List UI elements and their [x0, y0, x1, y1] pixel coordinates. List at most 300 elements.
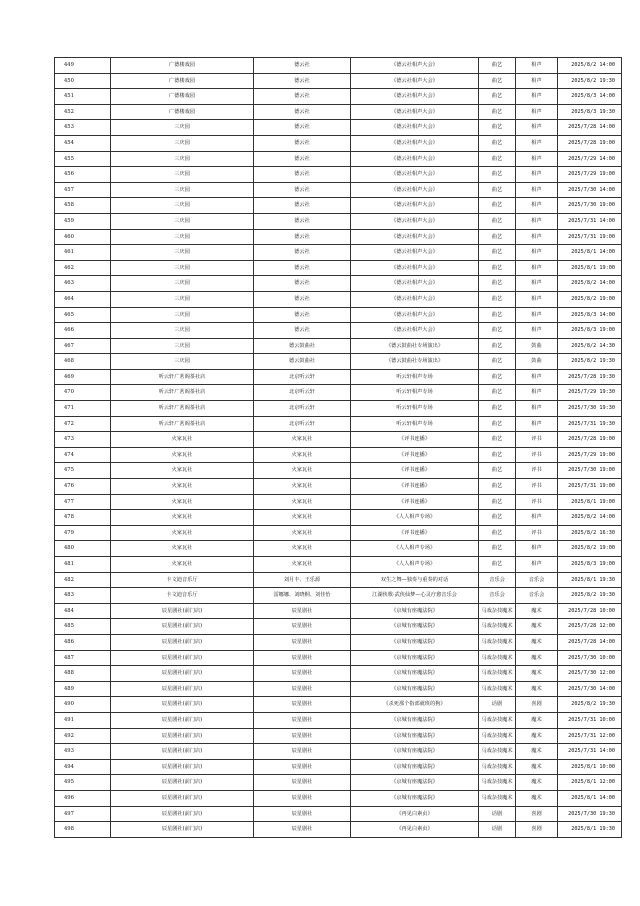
table-row	[55, 728, 622, 744]
showtime-cell: 2025/8/2 19:00	[558, 291, 622, 307]
row-number-cell: 480	[55, 541, 111, 557]
venue-cell: 辰星剧社(前门店)	[111, 822, 254, 838]
genre-cell: 魔术	[516, 790, 558, 806]
table-row	[55, 588, 622, 604]
venue-cell: 辰星剧社(前门店)	[111, 619, 254, 635]
row-number-cell: 449	[55, 58, 111, 74]
program-title-cell: 《德云社相声大会》	[351, 276, 479, 292]
genre-cell: 相声	[516, 182, 558, 198]
genre-cell: 相声	[516, 229, 558, 245]
performer-cell: 辰星剧社	[254, 806, 351, 822]
showtime-cell: 2025/8/2 19:30	[558, 697, 622, 713]
category-cell: 曲艺	[479, 182, 516, 198]
row-number-cell: 463	[55, 276, 111, 292]
table-row	[55, 291, 622, 307]
showtime-cell: 2025/8/1 12:00	[558, 775, 622, 791]
performer-cell: 德云社	[254, 307, 351, 323]
program-title-cell: 《德云社相声大会》	[351, 307, 479, 323]
row-number-cell: 462	[55, 260, 111, 276]
venue-cell: 三庆园	[111, 135, 254, 151]
table-row	[55, 557, 622, 573]
performer-cell: 德云社	[254, 182, 351, 198]
venue-cell: 火家瓦社	[111, 432, 254, 448]
row-number-cell: 451	[55, 89, 111, 105]
venue-cell: 三庆园	[111, 229, 254, 245]
venue-cell: 火家瓦社	[111, 541, 254, 557]
showtime-cell: 2025/8/2 16:30	[558, 525, 622, 541]
category-cell: 音乐会	[479, 588, 516, 604]
showtime-cell: 2025/8/1 19:30	[558, 572, 622, 588]
category-cell: 马戏杂技魔术	[479, 744, 516, 760]
performer-cell: 德云社	[254, 120, 351, 136]
genre-cell: 魔术	[516, 759, 558, 775]
venue-cell: 辰星剧社(前门店)	[111, 744, 254, 760]
row-number-cell: 489	[55, 681, 111, 697]
table-row	[55, 572, 622, 588]
category-cell: 曲艺	[479, 276, 516, 292]
performer-cell: 德云社	[254, 151, 351, 167]
table-row	[55, 307, 622, 323]
table-row	[55, 822, 622, 838]
performer-cell: 北京听云轩	[254, 401, 351, 417]
showtime-cell: 2025/7/29 19:00	[558, 167, 622, 183]
showtime-cell: 2025/8/2 14:00	[558, 510, 622, 526]
genre-cell: 相声	[516, 213, 558, 229]
table-row	[55, 338, 622, 354]
row-number-cell: 474	[55, 447, 111, 463]
performer-cell: 火家瓦社	[254, 463, 351, 479]
category-cell: 马戏杂技魔术	[479, 634, 516, 650]
category-cell: 曲艺	[479, 58, 516, 74]
table-row	[55, 135, 622, 151]
table-row	[55, 759, 622, 775]
table-row	[55, 260, 622, 276]
showtime-cell: 2025/8/2 19:30	[558, 354, 622, 370]
venue-cell: 火家瓦社	[111, 510, 254, 526]
row-number-cell: 469	[55, 369, 111, 385]
genre-cell: 相声	[516, 323, 558, 339]
showtime-cell: 2025/7/28 19:00	[558, 432, 622, 448]
table-row	[55, 245, 622, 261]
table-row	[55, 104, 622, 120]
category-cell: 曲艺	[479, 260, 516, 276]
venue-cell: 辰星剧社(前门店)	[111, 634, 254, 650]
performer-cell: 德云社	[254, 245, 351, 261]
genre-cell: 评书	[516, 447, 558, 463]
showtime-cell: 2025/7/28 19:00	[558, 135, 622, 151]
performer-cell: 火家瓦社	[254, 494, 351, 510]
row-number-cell: 485	[55, 619, 111, 635]
genre-cell: 评书	[516, 479, 558, 495]
category-cell: 马戏杂技魔术	[479, 790, 516, 806]
row-number-cell: 455	[55, 151, 111, 167]
performer-cell: 辰星剧社	[254, 759, 351, 775]
showtime-cell: 2025/8/1 14:00	[558, 245, 622, 261]
genre-cell: 魔术	[516, 603, 558, 619]
category-cell: 曲艺	[479, 213, 516, 229]
row-number-cell: 458	[55, 198, 111, 214]
program-title-cell: 《德云社相声大会》	[351, 73, 479, 89]
program-title-cell: 《评书连播》	[351, 447, 479, 463]
showtime-cell: 2025/8/2 19:30	[558, 73, 622, 89]
performer-cell: 德云社	[254, 104, 351, 120]
row-number-cell: 486	[55, 634, 111, 650]
category-cell: 曲艺	[479, 120, 516, 136]
genre-cell: 相声	[516, 58, 558, 74]
program-title-cell: 《德云社相声大会》	[351, 104, 479, 120]
venue-cell: 三庆园	[111, 213, 254, 229]
category-cell: 马戏杂技魔术	[479, 681, 516, 697]
showtime-cell: 2025/7/31 19:30	[558, 416, 622, 432]
row-number-cell: 497	[55, 806, 111, 822]
genre-cell: 魔术	[516, 775, 558, 791]
showtime-cell: 2025/7/30 19:30	[558, 806, 622, 822]
row-number-cell: 491	[55, 712, 111, 728]
venue-cell: 卡文迪音乐厅	[111, 588, 254, 604]
table-row	[55, 634, 622, 650]
table-row	[55, 712, 622, 728]
showtime-cell: 2025/7/29 14:00	[558, 151, 622, 167]
row-number-cell: 498	[55, 822, 111, 838]
performer-cell: 德云鼓曲社	[254, 354, 351, 370]
row-number-cell: 487	[55, 650, 111, 666]
showtime-cell: 2025/7/30 14:00	[558, 681, 622, 697]
genre-cell: 相声	[516, 416, 558, 432]
program-title-cell: 江湖侠歌·武侠仙梦—心灵疗愈音乐会	[351, 588, 479, 604]
venue-cell: 听云轩广茗阁茶社店	[111, 385, 254, 401]
row-number-cell: 459	[55, 213, 111, 229]
showtime-cell: 2025/8/3 14:00	[558, 307, 622, 323]
table-row	[55, 790, 622, 806]
category-cell: 曲艺	[479, 151, 516, 167]
program-title-cell: 《京城有座魔法院》	[351, 712, 479, 728]
program-title-cell: 听云轩相声专场	[351, 385, 479, 401]
performer-cell: 雷娜娜、刘晓桐、刘佳怡	[254, 588, 351, 604]
category-cell: 曲艺	[479, 369, 516, 385]
performer-cell: 火家瓦社	[254, 525, 351, 541]
performer-cell: 德云社	[254, 276, 351, 292]
program-title-cell: 《德云社相声大会》	[351, 120, 479, 136]
category-cell: 曲艺	[479, 557, 516, 573]
performer-cell: 辰星剧社	[254, 619, 351, 635]
venue-cell: 听云轩广茗阁茶社店	[111, 416, 254, 432]
showtime-cell: 2025/8/2 14:00	[558, 58, 622, 74]
category-cell: 音乐会	[479, 572, 516, 588]
venue-cell: 广德楼戏园	[111, 89, 254, 105]
category-cell: 曲艺	[479, 447, 516, 463]
program-title-cell: 《再见白素贞》	[351, 822, 479, 838]
program-title-cell: 听云轩相声专场	[351, 416, 479, 432]
performer-cell: 火家瓦社	[254, 541, 351, 557]
venue-cell: 听云轩广茗阁茶社店	[111, 369, 254, 385]
showtime-cell: 2025/8/2 14:00	[558, 276, 622, 292]
genre-cell: 相声	[516, 291, 558, 307]
category-cell: 曲艺	[479, 525, 516, 541]
genre-cell: 相声	[516, 260, 558, 276]
performer-cell: 德云社	[254, 58, 351, 74]
program-title-cell: 《杀死那个指部就班的狗》	[351, 697, 479, 713]
performer-cell: 辰星剧社	[254, 634, 351, 650]
showtime-cell: 2025/7/31 19:00	[558, 479, 622, 495]
performer-cell: 德云社	[254, 229, 351, 245]
program-title-cell: 《人人相声专场》	[351, 557, 479, 573]
table-row	[55, 354, 622, 370]
row-number-cell: 471	[55, 401, 111, 417]
table-row	[55, 323, 622, 339]
venue-cell: 辰星剧社(前门店)	[111, 697, 254, 713]
program-title-cell: 《京城有座魔法院》	[351, 666, 479, 682]
showtime-cell: 2025/8/3 19:30	[558, 104, 622, 120]
performer-cell: 火家瓦社	[254, 432, 351, 448]
category-cell: 马戏杂技魔术	[479, 666, 516, 682]
row-number-cell: 466	[55, 323, 111, 339]
performance-schedule-table	[54, 57, 622, 838]
row-number-cell: 450	[55, 73, 111, 89]
program-title-cell: 听云轩相声专场	[351, 401, 479, 417]
genre-cell: 喜剧	[516, 822, 558, 838]
program-title-cell: 《京城有座魔法院》	[351, 775, 479, 791]
table-row	[55, 744, 622, 760]
genre-cell: 魔术	[516, 619, 558, 635]
table-row	[55, 525, 622, 541]
category-cell: 曲艺	[479, 307, 516, 323]
genre-cell: 相声	[516, 401, 558, 417]
category-cell: 曲艺	[479, 291, 516, 307]
category-cell: 曲艺	[479, 463, 516, 479]
performer-cell: 火家瓦社	[254, 510, 351, 526]
showtime-cell: 2025/7/29 19:30	[558, 385, 622, 401]
genre-cell: 鼓曲	[516, 338, 558, 354]
category-cell: 马戏杂技魔术	[479, 619, 516, 635]
table-row	[55, 510, 622, 526]
showtime-cell: 2025/8/1 19:00	[558, 494, 622, 510]
genre-cell: 相声	[516, 245, 558, 261]
venue-cell: 辰星剧社(前门店)	[111, 666, 254, 682]
category-cell: 曲艺	[479, 167, 516, 183]
genre-cell: 相声	[516, 510, 558, 526]
genre-cell: 相声	[516, 104, 558, 120]
genre-cell: 相声	[516, 151, 558, 167]
table-row	[55, 416, 622, 432]
program-title-cell: 《评书连播》	[351, 525, 479, 541]
genre-cell: 鼓曲	[516, 354, 558, 370]
performer-cell: 火家瓦社	[254, 557, 351, 573]
genre-cell: 相声	[516, 135, 558, 151]
genre-cell: 相声	[516, 385, 558, 401]
program-title-cell: 《德云鼓曲社专场演出》	[351, 354, 479, 370]
table-row	[55, 666, 622, 682]
genre-cell: 魔术	[516, 681, 558, 697]
venue-cell: 广德楼戏园	[111, 73, 254, 89]
row-number-cell: 475	[55, 463, 111, 479]
showtime-cell: 2025/7/30 14:00	[558, 182, 622, 198]
genre-cell: 相声	[516, 276, 558, 292]
row-number-cell: 465	[55, 307, 111, 323]
category-cell: 曲艺	[479, 354, 516, 370]
showtime-cell: 2025/7/30 19:00	[558, 198, 622, 214]
showtime-cell: 2025/7/28 14:00	[558, 634, 622, 650]
venue-cell: 三庆园	[111, 276, 254, 292]
category-cell: 马戏杂技魔术	[479, 728, 516, 744]
showtime-cell: 2025/8/3 14:00	[558, 89, 622, 105]
category-cell: 马戏杂技魔术	[479, 759, 516, 775]
row-number-cell: 493	[55, 744, 111, 760]
row-number-cell: 495	[55, 775, 111, 791]
table-row	[55, 151, 622, 167]
row-number-cell: 467	[55, 338, 111, 354]
showtime-cell: 2025/7/28 12:00	[558, 619, 622, 635]
genre-cell: 相声	[516, 89, 558, 105]
program-title-cell: 《德云社相声大会》	[351, 323, 479, 339]
row-number-cell: 461	[55, 245, 111, 261]
program-title-cell: 《德云社相声大会》	[351, 182, 479, 198]
row-number-cell: 453	[55, 120, 111, 136]
category-cell: 曲艺	[479, 541, 516, 557]
table-row	[55, 463, 622, 479]
category-cell: 曲艺	[479, 104, 516, 120]
row-number-cell: 483	[55, 588, 111, 604]
program-title-cell: 《人人相声专场》	[351, 510, 479, 526]
table-row	[55, 697, 622, 713]
category-cell: 曲艺	[479, 510, 516, 526]
table-row	[55, 198, 622, 214]
showtime-cell: 2025/7/30 19:00	[558, 463, 622, 479]
venue-cell: 三庆园	[111, 291, 254, 307]
table-row	[55, 681, 622, 697]
program-title-cell: 《京城有座魔法院》	[351, 603, 479, 619]
category-cell: 曲艺	[479, 416, 516, 432]
showtime-cell: 2025/8/2 19:00	[558, 541, 622, 557]
program-title-cell: 《德云社相声大会》	[351, 151, 479, 167]
genre-cell: 音乐会	[516, 572, 558, 588]
performer-cell: 德云社	[254, 135, 351, 151]
showtime-cell: 2025/7/30 10:00	[558, 650, 622, 666]
table-row	[55, 73, 622, 89]
venue-cell: 火家瓦社	[111, 479, 254, 495]
showtime-cell: 2025/8/2 14:30	[558, 338, 622, 354]
row-number-cell: 488	[55, 666, 111, 682]
performer-cell: 北京听云轩	[254, 385, 351, 401]
table-row	[55, 229, 622, 245]
venue-cell: 三庆园	[111, 245, 254, 261]
venue-cell: 火家瓦社	[111, 463, 254, 479]
row-number-cell: 481	[55, 557, 111, 573]
program-title-cell: 《京城有座魔法院》	[351, 728, 479, 744]
table-row	[55, 806, 622, 822]
venue-cell: 火家瓦社	[111, 494, 254, 510]
performer-cell: 辰星剧社	[254, 790, 351, 806]
table-row	[55, 276, 622, 292]
row-number-cell: 484	[55, 603, 111, 619]
genre-cell: 评书	[516, 463, 558, 479]
genre-cell: 音乐会	[516, 588, 558, 604]
program-title-cell: 《德云社相声大会》	[351, 198, 479, 214]
genre-cell: 魔术	[516, 728, 558, 744]
performer-cell: 辰星剧社	[254, 697, 351, 713]
performer-cell: 辰星剧社	[254, 603, 351, 619]
table-row	[55, 447, 622, 463]
row-number-cell: 476	[55, 479, 111, 495]
performer-cell: 辰星剧社	[254, 681, 351, 697]
program-title-cell: 双生之舞—独奏与重奏的对话	[351, 572, 479, 588]
table-row	[55, 89, 622, 105]
performer-cell: 北京听云轩	[254, 416, 351, 432]
program-title-cell: 《德云社相声大会》	[351, 89, 479, 105]
performer-cell: 辰星剧社	[254, 822, 351, 838]
venue-cell: 辰星剧社(前门店)	[111, 681, 254, 697]
genre-cell: 魔术	[516, 744, 558, 760]
row-number-cell: 472	[55, 416, 111, 432]
performer-cell: 德云社	[254, 167, 351, 183]
venue-cell: 辰星剧社(前门店)	[111, 759, 254, 775]
genre-cell: 喜剧	[516, 806, 558, 822]
venue-cell: 三庆园	[111, 120, 254, 136]
venue-cell: 三庆园	[111, 260, 254, 276]
program-title-cell: 《京城有座魔法院》	[351, 759, 479, 775]
venue-cell: 三庆园	[111, 307, 254, 323]
genre-cell: 相声	[516, 198, 558, 214]
program-title-cell: 《评书连播》	[351, 479, 479, 495]
genre-cell: 魔术	[516, 634, 558, 650]
venue-cell: 三庆园	[111, 338, 254, 354]
showtime-cell: 2025/7/31 14:00	[558, 744, 622, 760]
row-number-cell: 464	[55, 291, 111, 307]
row-number-cell: 482	[55, 572, 111, 588]
category-cell: 马戏杂技魔术	[479, 775, 516, 791]
table-row	[55, 401, 622, 417]
genre-cell: 评书	[516, 432, 558, 448]
genre-cell: 相声	[516, 369, 558, 385]
venue-cell: 三庆园	[111, 354, 254, 370]
program-title-cell: 《京城有座魔法院》	[351, 681, 479, 697]
table-row	[55, 385, 622, 401]
program-title-cell: 《评书连播》	[351, 432, 479, 448]
row-number-cell: 479	[55, 525, 111, 541]
row-number-cell: 457	[55, 182, 111, 198]
genre-cell: 魔术	[516, 712, 558, 728]
program-title-cell: 《德云社相声大会》	[351, 229, 479, 245]
performer-cell: 火家瓦社	[254, 447, 351, 463]
program-title-cell: 《评书连播》	[351, 463, 479, 479]
performer-cell: 德云社	[254, 89, 351, 105]
table-row	[55, 58, 622, 74]
program-title-cell: 《德云社相声大会》	[351, 291, 479, 307]
category-cell: 曲艺	[479, 245, 516, 261]
showtime-cell: 2025/7/31 12:00	[558, 728, 622, 744]
program-title-cell: 《德云社相声大会》	[351, 260, 479, 276]
showtime-cell: 2025/7/31 19:00	[558, 229, 622, 245]
performer-cell: 德云社	[254, 213, 351, 229]
performer-cell: 德云社	[254, 323, 351, 339]
venue-cell: 听云轩广茗阁茶社店	[111, 401, 254, 417]
performer-cell: 北京听云轩	[254, 369, 351, 385]
venue-cell: 三庆园	[111, 167, 254, 183]
genre-cell: 相声	[516, 167, 558, 183]
venue-cell: 广德楼戏园	[111, 58, 254, 74]
genre-cell: 相声	[516, 73, 558, 89]
row-number-cell: 456	[55, 167, 111, 183]
program-title-cell: 《京城有座魔法院》	[351, 744, 479, 760]
performer-cell: 辰星剧社	[254, 775, 351, 791]
category-cell: 曲艺	[479, 73, 516, 89]
table-row	[55, 369, 622, 385]
performer-cell: 辰星剧社	[254, 712, 351, 728]
showtime-cell: 2025/7/30 12:00	[558, 666, 622, 682]
program-title-cell: 《京城有座魔法院》	[351, 790, 479, 806]
table-row	[55, 182, 622, 198]
row-number-cell: 473	[55, 432, 111, 448]
category-cell: 曲艺	[479, 135, 516, 151]
